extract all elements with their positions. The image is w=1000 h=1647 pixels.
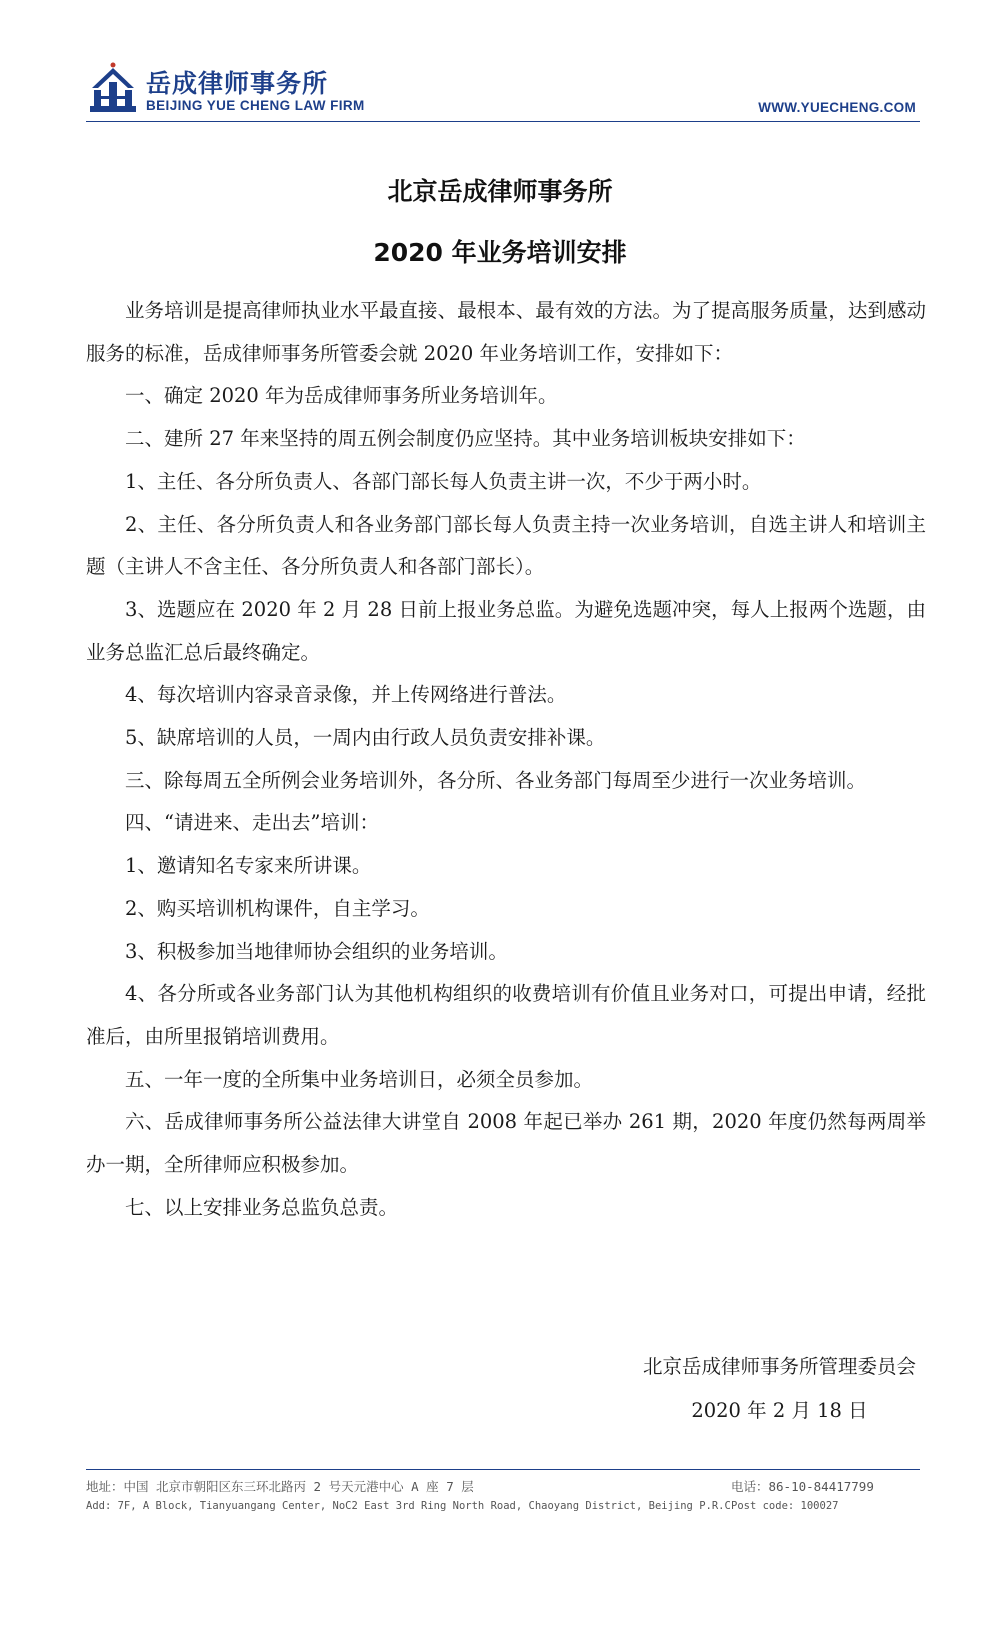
- paragraph-item-4: 四、“请进来、走出去”培训：: [125, 811, 379, 835]
- paragraph-item-2-5: 5、缺席培训的人员，一周内由行政人员负责安排补课。: [125, 726, 606, 750]
- footer-address-chinese: 地址：中国 北京市朝阳区东三环北路丙 2 号天元港中心 A 座 7 层: [86, 1479, 474, 1494]
- paragraph-item-6: 六、岳成律师事务所公益法律大讲堂自 2008 年起已举办 261 期，2020 年度仍然每两周举办一期，全所律师应积极参加。: [86, 1110, 926, 1177]
- document-body: [86, 290, 926, 1229]
- firm-name-english: BEIJING YUE CHENG LAW FIRM: [146, 98, 365, 113]
- document-title-line-1: 北京岳成律师事务所: [387, 177, 613, 206]
- footer-postcode: Post code: 100027: [731, 1500, 839, 1512]
- letterhead: [0, 0, 1000, 130]
- paragraph-item-2-4: 4、每次培训内容录音录像，并上传网络进行普法。: [125, 683, 567, 707]
- paragraph-item-4-4: 4、各分所或各业务部门认为其他机构组织的收费培训有价值且业务对口，可提出申请，经批准后，由所里报销培训费用。: [86, 982, 926, 1048]
- paragraph-item-4-2: 2、购买培训机构课件，自主学习。: [125, 896, 430, 920]
- signature-block: [643, 1345, 916, 1433]
- law-firm-logo-icon: [88, 62, 138, 116]
- footer-divider: [86, 1469, 920, 1470]
- signature-organization: 北京岳成律师事务所管理委员会: [642, 1355, 916, 1378]
- footer-address-english: Add: 7F, A Block, Tianyuangang Center, NoC2 East 3rd Ring North Road, Chaoyang District, Beijing P.R.C: [86, 1500, 731, 1512]
- paragraph-item-2-1: 1、主任、各分所负责人、各部门部长每人负责主讲一次，不少于两小时。: [125, 469, 762, 493]
- firm-name-chinese: 岳成律师事务所: [146, 69, 329, 98]
- paragraph-item-2-2: 2、主任、各分所负责人和各业务部门部长每人负责主持一次业务培训，自选主讲人和培训主题（主讲人不含主任、各分所负责人和各部门部长）。: [86, 512, 926, 579]
- paragraph-intro: 业务培训是提高律师执业水平最直接、最根本、最有效的方法。为了提高服务质量，达到感动服务的标准，岳成律师事务所管委会就 2020 年业务培训工作，安排如下：: [86, 299, 926, 365]
- paragraph-item-4-1: 1、邀请知名专家来所讲课。: [125, 854, 372, 878]
- footer-phone: 电话：86-10-84417799: [731, 1479, 874, 1494]
- signature-date: 2020 年 2 月 18 日: [691, 1399, 868, 1422]
- paragraph-item-3: 三、除每周五全所例会业务培训外，各分所、各业务部门每周至少进行一次业务培训。: [125, 768, 867, 792]
- paragraph-item-5: 五、一年一度的全所集中业务培训日，必须全员参加。: [125, 1067, 594, 1091]
- paragraph-item-2-3: 3、选题应在 2020 年 2 月 28 日前上报业务总监。为避免选题冲突，每人上报两个选题，由业务总监汇总后最终确定。: [86, 597, 926, 664]
- header-divider: [86, 121, 920, 122]
- paragraph-item-4-3: 3、积极参加当地律师协会组织的业务培训。: [125, 939, 508, 963]
- document-title-line-2: 2020 年业务培训安排: [373, 238, 627, 267]
- paragraph-item-2: 二、建所 27 年来坚持的周五例会制度仍应坚持。其中业务培训板块安排如下：: [125, 427, 806, 451]
- firm-website-link[interactable]: WWW.YUECHENG.COM: [758, 100, 916, 115]
- paragraph-item-7: 七、以上安排业务总监负总责。: [125, 1195, 399, 1219]
- paragraph-item-1: 一、确定 2020 年为岳成律师事务所业务培训年。: [125, 384, 558, 408]
